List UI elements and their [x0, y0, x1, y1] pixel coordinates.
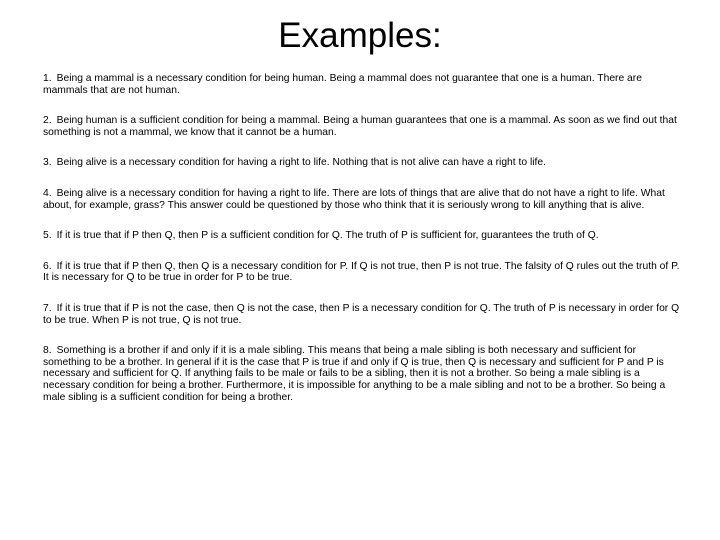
example-item-2 [43, 115, 683, 138]
example-text: Being alive is a necessary condition for having a right to life. Nothing that is not alive can have a right to life. [56, 157, 546, 169]
example-text: If it is true that if P then Q, then P is a sufficient condition for Q. The truth of P is sufficient for, guarantees the truth of Q. [56, 230, 599, 242]
example-item-5 [43, 230, 683, 242]
example-number: 8. [43, 345, 52, 357]
example-item-6 [43, 261, 683, 284]
example-item-3 [43, 157, 683, 169]
example-text: If it is true that if P then Q, then Q is a necessary condition for P. If Q is not true, then P is not true. The falsity of Q rules out the truth of P. It is necessary for Q to be true in order for P to be true. [43, 260, 680, 284]
example-number: 4. [43, 187, 52, 199]
example-item-7 [43, 303, 683, 326]
example-text: Being human is a sufficient condition for being a mammal. Being a human guarantees that one is a mammal. As soon as we find out that something is not a mammal, we know that it cannot be a human. [43, 115, 677, 138]
example-text: Something is a brother if and only if it is a male sibling. This means that being a male sibling is both necessary and sufficient for something to be a brother. In general if it is the case that P is true if and only if Q is true, then Q is necessary and sufficient for P and P is necessary and sufficient for Q. If anything fails to be male or fails to be a sibling, then it is not a brother. So being a male sibling is a necessary condition for being a brother. Furthermore, it is impossible for anything to be a male sibling and not to be a brother. So being a male sibling is a sufficient condition for being a brother. [43, 345, 666, 403]
example-text: If it is true that if P is not the case, then Q is not the case, then P is a necessary condition for Q. The truth of P is necessary in order for Q to be true. When P is not true, Q is not true. [43, 302, 680, 326]
example-number: 3. [43, 157, 52, 169]
example-number: 6. [43, 260, 52, 272]
example-number: 7. [43, 302, 52, 314]
example-text: Being alive is a necessary condition for having a right to life. There are lots of things that are alive that do not have a right to life. What about, for example, grass? This answer could be questioned by those who think that it is seriously wrong to kill anything that is alive. [43, 187, 665, 211]
example-number: 5. [43, 230, 52, 242]
example-item-1 [43, 73, 683, 96]
slide-title: Examples: [278, 16, 442, 55]
example-item-4 [43, 188, 683, 211]
example-number: 2. [43, 115, 52, 127]
examples-list [43, 73, 683, 422]
example-text: Being a mammal is a necessary condition for being human. Being a mammal does not guarantee that one is a human. There are mammals that are not human. [43, 73, 642, 96]
example-number: 1. [43, 73, 52, 84]
example-item-8 [43, 345, 683, 403]
